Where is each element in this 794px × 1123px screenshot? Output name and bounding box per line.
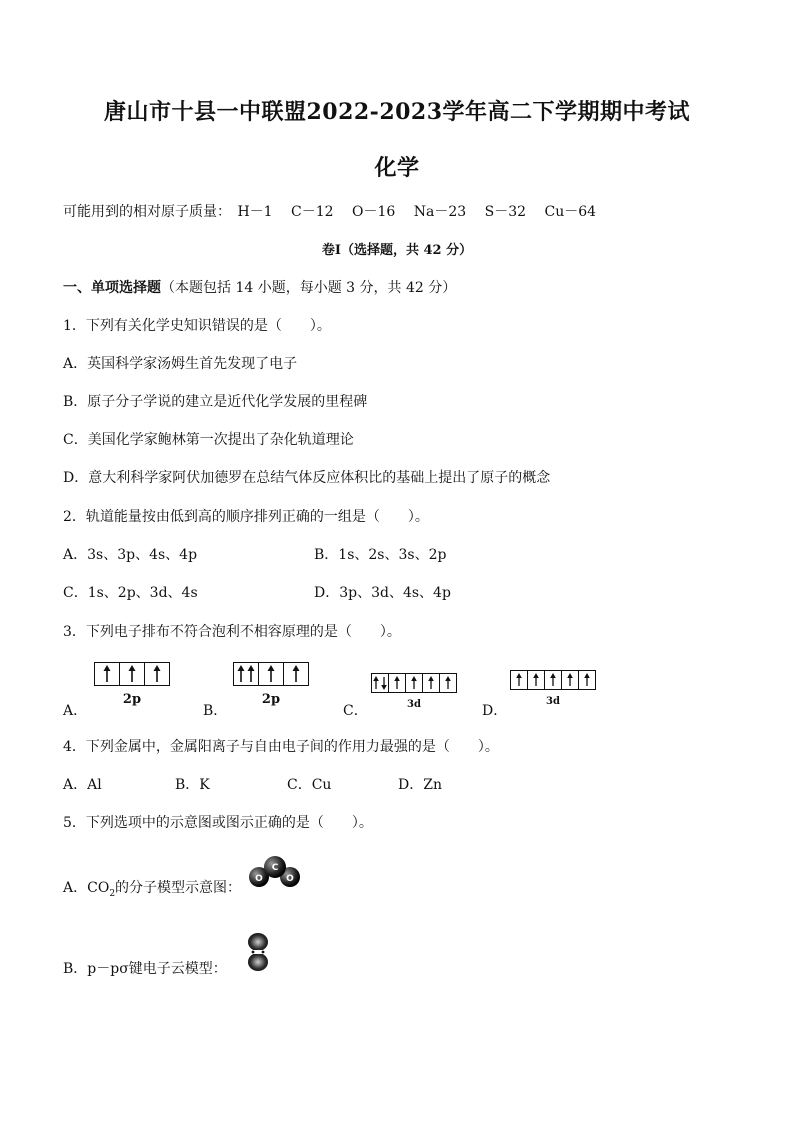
atomic-masses-label: 可能用到的相对原子质量： — [63, 204, 231, 220]
orbital-box — [372, 674, 389, 692]
q3-option-d: D． — [482, 703, 508, 719]
atomic-mass-c: C－12 — [291, 204, 334, 220]
up-arrow-icon — [411, 676, 417, 690]
q4-option-c: C．Cu — [287, 777, 332, 793]
q5-option-a-prefix: A．CO — [63, 880, 110, 896]
q2-stem: 2．轨道能量按由低到高的顺序排列正确的一组是（ ）。 — [63, 509, 429, 525]
section-note: （本题包括 14 小题，每小题 3 分，共 42 分） — [161, 280, 457, 296]
subshell-label: 3d — [546, 696, 560, 707]
orbital-box — [511, 671, 528, 689]
q1-option-a: A．英国科学家汤姆生首先发现了电子 — [63, 356, 298, 372]
up-arrow-icon — [103, 665, 111, 683]
up-arrow-icon — [292, 665, 300, 683]
q4-option-d: D．Zn — [398, 777, 442, 793]
up-arrow-icon — [373, 676, 379, 690]
subshell-label: 2p — [122, 692, 142, 707]
q3-diagram-c — [371, 673, 457, 710]
q3-option-a: A． — [63, 703, 88, 719]
orbital-box — [406, 674, 423, 692]
orbital-box — [545, 671, 562, 689]
nucleus-dot — [262, 951, 265, 954]
q3-diagram-d — [510, 670, 596, 707]
orbital-boxes — [510, 670, 596, 690]
orbital-boxes — [233, 662, 309, 686]
up-arrow-icon — [394, 676, 400, 690]
q2-option-a: A．3s、3p、4s、4p — [63, 547, 198, 563]
orbital-box — [95, 663, 120, 685]
orbital-box — [284, 663, 308, 685]
up-arrow-icon — [584, 673, 590, 687]
up-arrow-icon — [247, 665, 255, 683]
orbital-box — [145, 663, 169, 685]
volume-heading: 卷Ⅰ（选择题，共 42 分） — [321, 243, 473, 258]
q1-option-c: C．美国化学家鲍林第一次提出了杂化轨道理论 — [63, 432, 354, 448]
up-arrow-icon — [128, 665, 136, 683]
atomic-mass-h: H－1 — [237, 204, 273, 220]
section-heading-line — [63, 277, 456, 297]
q3-option-b: B． — [203, 703, 228, 719]
q5-option-b: B．p－pσ键电子云模型： — [63, 961, 227, 977]
subshell-label: 2p — [261, 692, 281, 707]
up-arrow-icon — [153, 665, 161, 683]
q2-option-c: C．1s、2p、3d、4s — [63, 585, 198, 601]
cloud-lobe-top — [248, 933, 268, 951]
cloud-lobe-bottom — [248, 953, 268, 971]
q5-option-a-subscript: 2 — [109, 888, 116, 899]
subject-title: 化学 — [374, 155, 420, 181]
up-arrow-icon — [550, 673, 556, 687]
nucleus-dot — [252, 951, 255, 954]
subshell-label: 3d — [407, 699, 421, 710]
q2-option-b: B．1s、2s、3s、2p — [314, 547, 447, 563]
orbital-box — [579, 671, 595, 689]
up-arrow-icon — [237, 665, 245, 683]
orbital-box — [528, 671, 545, 689]
co2-model-figure — [247, 853, 303, 889]
nuclei-band — [245, 950, 271, 954]
q4-option-b: B．K — [175, 777, 210, 793]
q3-diagram-b — [233, 662, 309, 707]
atom-label-o-right: O — [286, 874, 294, 884]
atomic-mass-o: O－16 — [352, 204, 396, 220]
atomic-masses-line — [63, 201, 596, 221]
orbital-box — [234, 663, 259, 685]
q5-stem: 5．下列选项中的示意图或图示正确的是（ ）。 — [63, 815, 373, 831]
section-heading: 一、单项选择题 — [63, 280, 161, 296]
q3-diagram-a — [94, 662, 170, 707]
q5-option-a-suffix: 的分子模型示意图： — [115, 880, 242, 896]
orbital-box — [562, 671, 579, 689]
up-arrow-icon — [445, 676, 451, 690]
q1-stem: 1．下列有关化学史知识错误的是（ ）。 — [63, 318, 331, 334]
up-arrow-icon — [567, 673, 573, 687]
orbital-box — [259, 663, 284, 685]
orbital-box — [423, 674, 440, 692]
q3-stem: 3．下列电子排布不符合泡利不相容原理的是（ ）。 — [63, 624, 401, 640]
q3-option-c: C． — [343, 703, 368, 719]
q1-option-b: B．原子分子学说的建立是近代化学发展的里程碑 — [63, 394, 368, 410]
q5-option-a — [63, 877, 241, 899]
q4-option-a: A．Al — [63, 777, 102, 793]
atomic-mass-cu: Cu－64 — [544, 204, 597, 220]
exam-title: 唐山市十县一中联盟2022-2023学年高二下学期期中考试 — [103, 99, 691, 125]
up-arrow-icon — [267, 665, 275, 683]
orbital-box — [440, 674, 456, 692]
up-arrow-icon — [516, 673, 522, 687]
atomic-mass-s: S－32 — [484, 204, 527, 220]
orbital-boxes — [94, 662, 170, 686]
electron-cloud-figure — [241, 932, 275, 972]
down-arrow-icon — [381, 676, 387, 690]
q4-stem: 4．下列金属中，金属阳离子与自由电子间的作用力最强的是（ ）。 — [63, 739, 499, 755]
atomic-mass-na: Na－23 — [413, 204, 467, 220]
q1-option-d: D．意大利科学家阿伏加德罗在总结气体反应体积比的基础上提出了原子的概念 — [63, 470, 551, 486]
atom-label-o-left: O — [255, 874, 263, 884]
up-arrow-icon — [533, 673, 539, 687]
orbital-box — [389, 674, 406, 692]
q2-option-d: D．3p、3d、4s、4p — [314, 585, 451, 601]
atom-label-c: C — [271, 863, 279, 873]
orbital-box — [120, 663, 145, 685]
up-arrow-icon — [428, 676, 434, 690]
orbital-boxes — [371, 673, 457, 693]
